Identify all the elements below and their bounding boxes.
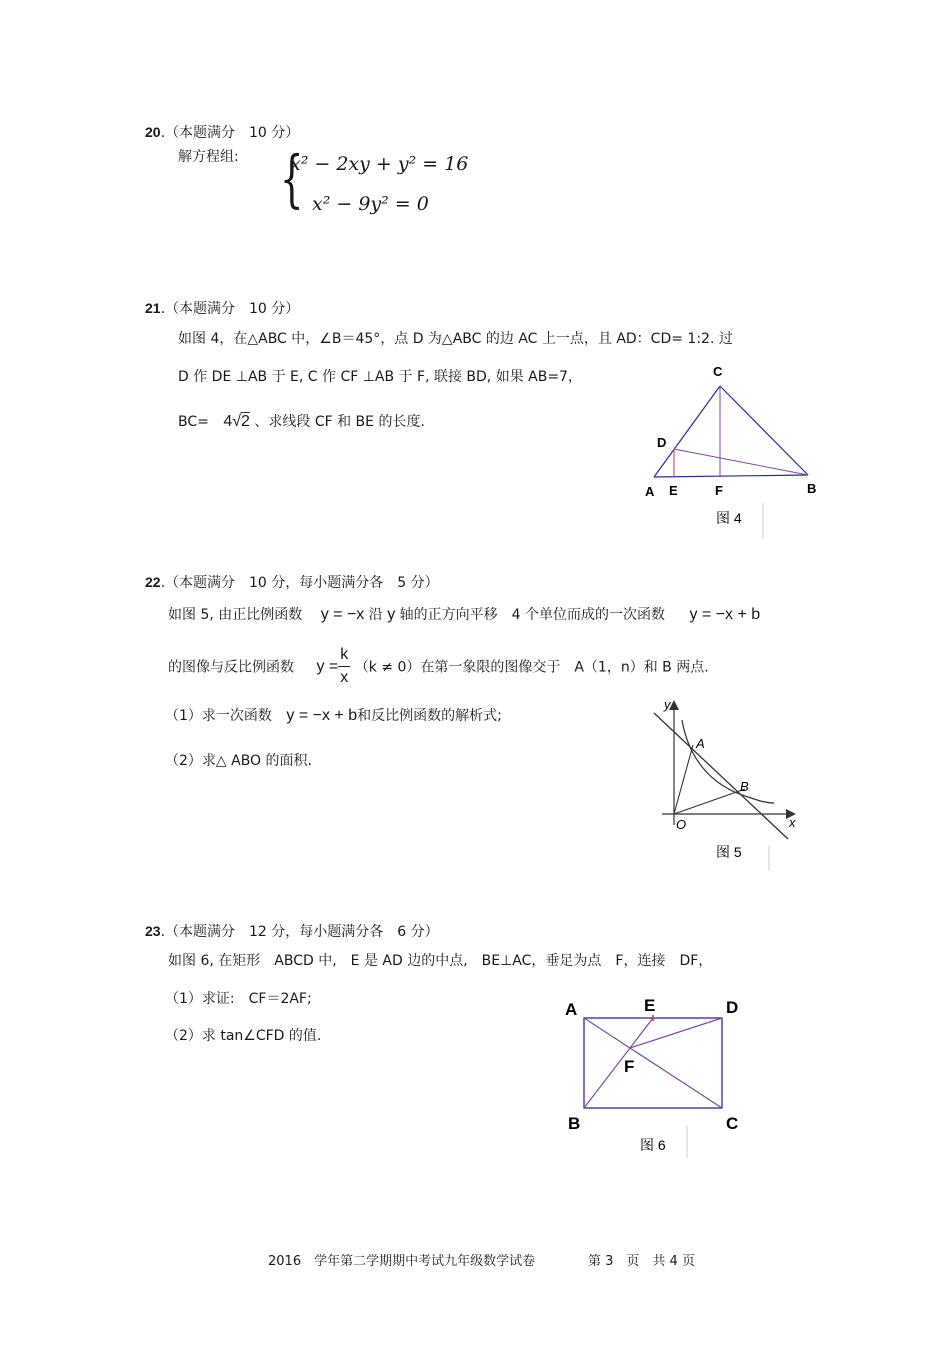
- q22-formula-linear: y = −x + b: [689, 606, 761, 623]
- fig5-label-b: B: [740, 779, 749, 794]
- q23-sub-1: （1）求证: CF＝2AF;: [165, 991, 312, 1007]
- fig6-diagonal-ac: [584, 1018, 722, 1108]
- fig6-label-d: D: [726, 998, 739, 1017]
- fig4-side-ab: [654, 475, 808, 477]
- q22-l1a: 如图 5, 由正比例函数: [168, 607, 303, 623]
- q22-s1a: （1）求一次函数: [165, 708, 272, 724]
- q22-frac-numerator: k: [338, 644, 350, 667]
- fig4-label-d: D: [657, 435, 667, 450]
- fig4-segment-bd: [674, 449, 808, 475]
- q21-number: 21: [145, 300, 161, 316]
- fig6-label-a: A: [565, 1000, 578, 1019]
- q21-bc-coef: 4: [223, 413, 233, 430]
- q21-line-2: D 作 DE ⊥AB 于 E, C 作 CF ⊥AB 于 F, 联接 BD, 如果 AB=7，: [178, 369, 582, 385]
- q20-equation-2: x² − 9y² = 0: [312, 193, 429, 215]
- figure-6: [560, 990, 760, 1160]
- fig5-label-y: y: [664, 697, 671, 712]
- q23-header: [145, 921, 439, 941]
- q23-score: .（本题满分 12 分，每小题满分各 6 分）: [160, 924, 439, 940]
- q22-s1-formula: y = −x + b: [286, 707, 358, 724]
- fig4-caption: 图 4: [716, 510, 742, 526]
- q23-sub-2: （2）求 tan∠CFD 的值.: [165, 1028, 322, 1044]
- fig4-label-f: F: [715, 483, 723, 498]
- q21-header: [145, 298, 299, 318]
- q21-bc-radicand: 2: [241, 413, 250, 430]
- q22-formula-inverse-lhs: y =: [316, 657, 339, 675]
- fig6-segment-be: [584, 1018, 653, 1108]
- fig5-label-x: x: [789, 815, 796, 830]
- q22-number: 22: [145, 574, 161, 590]
- q20-system-brace: {: [279, 142, 304, 215]
- q22-line-1: [168, 604, 760, 624]
- fig5-label-a: A: [696, 736, 705, 751]
- figure-4: [640, 360, 830, 545]
- fig6-caption: 图 6: [640, 1137, 666, 1153]
- fig4-label-a: A: [645, 484, 655, 499]
- fig6-label-e: E: [644, 996, 656, 1015]
- q22-sub-1: [165, 705, 502, 725]
- fig5-y-arrow: [669, 700, 679, 710]
- fig4-label-c: C: [713, 364, 723, 379]
- fig6-label-b: B: [568, 1114, 581, 1133]
- fig5-segment-oa: [674, 745, 693, 814]
- q22-s1c: 和反比例函数的解析式;: [357, 708, 502, 724]
- q22-sub-2: （2）求△ ABO 的面积.: [165, 753, 312, 769]
- fig4-label-e: E: [669, 483, 678, 498]
- q22-header: [145, 572, 439, 592]
- q20-number: 20: [145, 124, 161, 140]
- q21-line-1: 如图 4，在△ABC 中，∠B＝45°，点 D 为△ABC 的边 AC 上一点，且 AD：CD= 1:2. 过: [178, 331, 733, 347]
- fig4-side-bc: [720, 386, 808, 475]
- footer-exam-title: 2016 学年第二学期期中考试九年级数学试卷: [268, 1254, 536, 1269]
- q21-score: .（本题满分 10 分）: [160, 301, 300, 317]
- q23-number: 23: [145, 923, 161, 939]
- fig5-label-o: O: [676, 817, 687, 832]
- fig6-segment-df: [630, 1018, 722, 1048]
- q21-line-3-rest: 、求线段 CF 和 BE 的长度.: [254, 414, 425, 430]
- fig4-side-ac: [654, 386, 720, 477]
- fig4-label-b: B: [807, 481, 817, 496]
- q22-axis-y: y: [387, 606, 396, 623]
- footer-page-number: 第 3 页 共 4 页: [588, 1254, 695, 1269]
- q21-line-3: [178, 411, 425, 431]
- q22-l1e: 轴的正方向平移 4 个单位而成的一次函数: [399, 607, 666, 623]
- q22-frac-denominator: x: [340, 669, 349, 686]
- fig5-caption: 图 5: [716, 844, 742, 860]
- q20-score: .（本题满分 10 分）: [160, 125, 300, 141]
- q22-l1c: 沿: [368, 607, 383, 623]
- q21-bc-label: BC=: [178, 414, 209, 430]
- fig5-hyperbola: [682, 720, 774, 803]
- figure-5: [648, 693, 808, 873]
- q20-header: [145, 122, 299, 142]
- q22-line-2: [168, 644, 709, 689]
- q20-equation-1: x² − 2xy + y² = 16: [290, 153, 469, 175]
- q22-l2a: 的图像与反比例函数: [168, 659, 294, 676]
- q22-fraction-k-over-x: [338, 644, 350, 689]
- q22-l2c: （k ≠ 0）在第一象限的图像交于 A（1，n）和 B 两点.: [354, 659, 709, 676]
- q22-score: .（本题满分 10 分，每小题满分各 5 分）: [160, 575, 439, 591]
- q23-line-1: 如图 6, 在矩形 ABCD 中, E 是 AD 边的中点, BE⊥AC，垂足为点 F，连接 DF，: [168, 953, 713, 969]
- q22-formula-proportional: y = −x: [320, 606, 365, 623]
- q20-prompt: 解方程组:: [178, 149, 239, 165]
- fig5-segment-ob: [674, 789, 745, 814]
- q21-sqrt-sign: √: [232, 413, 242, 430]
- fig6-label-c: C: [726, 1114, 739, 1133]
- fig6-label-f: F: [624, 1057, 635, 1076]
